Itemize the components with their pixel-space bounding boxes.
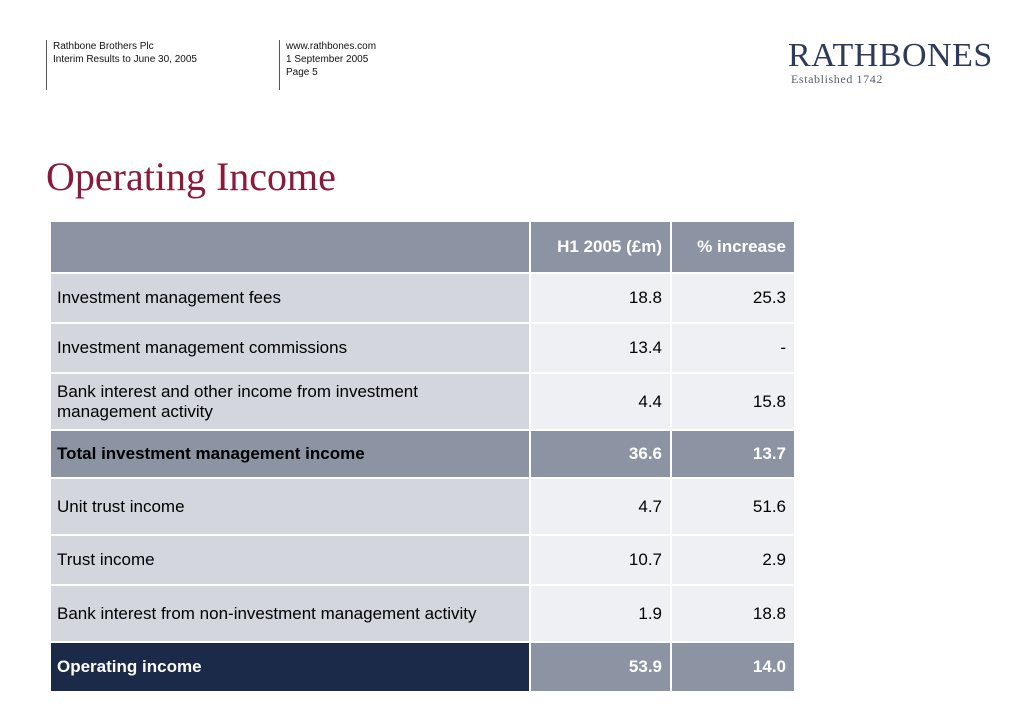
row-h1-value: 10.7 (530, 535, 671, 585)
row-h1-value: 36.6 (530, 430, 671, 478)
table-row (50, 323, 795, 373)
row-increase-value: 51.6 (671, 478, 795, 535)
table-row (50, 478, 795, 535)
logo-wordmark: RATHBONES (788, 37, 993, 74)
column-header-increase: % increase (671, 221, 795, 273)
row-label: Trust income (50, 535, 530, 585)
column-header-h1: H1 2005 (£m) (530, 221, 671, 273)
row-h1-value: 13.4 (530, 323, 671, 373)
row-h1-value: 1.9 (530, 585, 671, 642)
row-label: Investment management fees (50, 273, 530, 323)
header-info-block (279, 40, 376, 90)
total-row (50, 642, 795, 692)
row-label: Investment management commissions (50, 323, 530, 373)
row-label: Bank interest and other income from investment management activity (50, 373, 530, 430)
document-title: Interim Results to June 30, 2005 (53, 54, 197, 65)
table-row (50, 273, 795, 323)
row-h1-value: 4.7 (530, 478, 671, 535)
row-increase-value: 13.7 (671, 430, 795, 478)
row-increase-value: 18.8 (671, 585, 795, 642)
table-row (50, 535, 795, 585)
table-row (50, 373, 795, 430)
row-increase-value: 15.8 (671, 373, 795, 430)
row-label: Operating income (50, 642, 530, 692)
row-increase-value: 25.3 (671, 273, 795, 323)
row-increase-value: 2.9 (671, 535, 795, 585)
row-label: Unit trust income (50, 478, 530, 535)
document-date: 1 September 2005 (286, 54, 369, 65)
column-header-label (50, 221, 530, 273)
row-label: Total investment management income (50, 430, 530, 478)
row-increase-value: - (671, 323, 795, 373)
row-increase-value: 14.0 (671, 642, 795, 692)
page-title: Operating Income (46, 154, 336, 199)
table-row (50, 585, 795, 642)
row-label: Bank interest from non-investment management activity (50, 585, 530, 642)
header-company-block (46, 40, 197, 90)
rathbones-logo (788, 37, 993, 87)
row-h1-value: 18.8 (530, 273, 671, 323)
table-header-row (50, 221, 795, 273)
subtotal-row (50, 430, 795, 478)
company-name: Rathbone Brothers Plc (53, 41, 154, 52)
page-number: Page 5 (286, 67, 318, 78)
operating-income-table (49, 220, 796, 693)
row-h1-value: 4.4 (530, 373, 671, 430)
logo-established: Established 1742 (791, 72, 883, 86)
row-h1-value: 53.9 (530, 642, 671, 692)
website-link[interactable]: www.rathbones.com (286, 41, 377, 52)
